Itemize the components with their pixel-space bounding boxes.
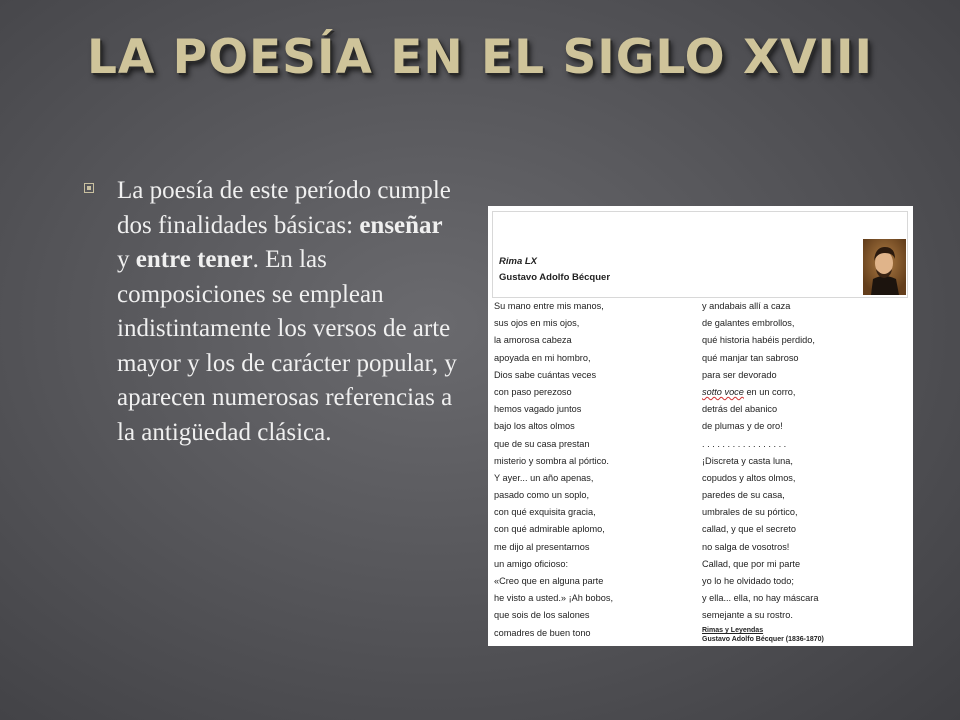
- poem-line: Callad, que por mi parte: [702, 558, 801, 569]
- poem-line: bajo los altos olmos: [494, 421, 575, 432]
- poem-column-right: [702, 298, 818, 625]
- poem-image-panel: [488, 206, 913, 646]
- poem-line: no salga de vosotros!: [702, 541, 790, 552]
- poem-line: hemos vagado juntos: [494, 404, 582, 415]
- poem-line: Y ayer... un año apenas,: [494, 472, 594, 483]
- bullet-text: [117, 174, 460, 450]
- bullet-bold-entretener: entre tener: [135, 246, 253, 273]
- poem-author-name: Gustavo Adolfo Bécquer: [499, 272, 611, 283]
- poem-source-author: Gustavo Adolfo Bécquer (1836-1870): [702, 636, 824, 643]
- poem-line: y andabais allí a caza: [702, 301, 791, 311]
- poem-line: paredes de su casa,: [702, 490, 785, 501]
- bullet-text-part: y: [117, 246, 136, 273]
- poem-line: y ella... ella, no hay máscara: [702, 593, 819, 604]
- poem-line: de plumas y de oro!: [702, 421, 783, 432]
- poem-column-left: [494, 298, 613, 642]
- poem-line: he visto a usted.» ¡Ah bobos,: [494, 593, 614, 604]
- poem-ellipsis-line: . . . . . . . . . . . . . . . . .: [702, 438, 787, 449]
- poem-line: de galantes embrollos,: [702, 318, 795, 329]
- poem-line: Dios sabe cuántas veces: [494, 369, 597, 380]
- poem-line: qué historia habéis perdido,: [702, 335, 815, 346]
- poem-line: umbrales de su pórtico,: [702, 507, 798, 518]
- poem-line-italic: sotto voce en un corro,: [702, 386, 796, 397]
- bullet-bold-ensenar: enseñar: [359, 211, 443, 239]
- poem-line: Su mano entre mis manos,: [494, 301, 604, 311]
- poem-rima-title: Rima LX: [499, 256, 538, 267]
- slide-title: LA POESÍA EN EL SIGLO XVIII: [86, 30, 874, 85]
- poem-line: un amigo oficioso:: [494, 558, 569, 569]
- poem-line: con paso perezoso: [494, 386, 572, 397]
- poem-line: con qué exquisita gracia,: [494, 507, 596, 518]
- poem-line: callad, y que el secreto: [702, 524, 796, 535]
- poem-italic-phrase: sotto voce: [702, 386, 744, 397]
- bullet-text-part: La poesía de este período cumple dos finalidades básicas:: [117, 177, 451, 239]
- poem-line: sus ojos en mis ojos,: [494, 318, 580, 329]
- poem-line: yo lo he olvidado todo;: [702, 576, 794, 586]
- bullet-item: [84, 174, 460, 450]
- square-bullet-icon: [84, 183, 94, 193]
- poem-line: semejante a su rostro.: [702, 610, 793, 621]
- poem-line: que de su casa prestan: [494, 438, 590, 449]
- poem-line: apoyada en mi hombro,: [494, 352, 591, 363]
- poem-line: que sois de los salones: [494, 610, 590, 621]
- poem-line: ¡Discreta y casta luna,: [702, 455, 793, 466]
- poem-line: con qué admirable aplomo,: [494, 524, 605, 535]
- poem-source: [702, 626, 824, 644]
- poem-line: misterio y sombra al pórtico.: [494, 455, 609, 466]
- poem-header: [492, 211, 908, 298]
- poem-line: para ser devorado: [702, 369, 777, 380]
- poem-line: qué manjar tan sabroso: [702, 352, 799, 363]
- poem-line: me dijo al presentarnos: [494, 541, 590, 552]
- poem-line: pasado como un soplo,: [494, 490, 590, 501]
- poem-author: [499, 272, 610, 283]
- poem-line: comadres de buen tono: [494, 627, 591, 638]
- poem-line: detrás del abanico: [702, 404, 778, 415]
- poem-line: copudos y altos olmos,: [702, 472, 796, 483]
- becquer-portrait-icon: [863, 239, 906, 295]
- poem-source-title: Rimas y Leyendas: [702, 627, 764, 634]
- poem-line: la amorosa cabeza: [494, 335, 572, 346]
- poem-line: «Creo que en alguna parte: [494, 576, 604, 586]
- bullet-text-part: . En las composiciones se emplean indistintamente los versos de arte mayor y los de carácter popular, y aparecen numerosas referencias a la antigüedad clásica.: [117, 246, 457, 446]
